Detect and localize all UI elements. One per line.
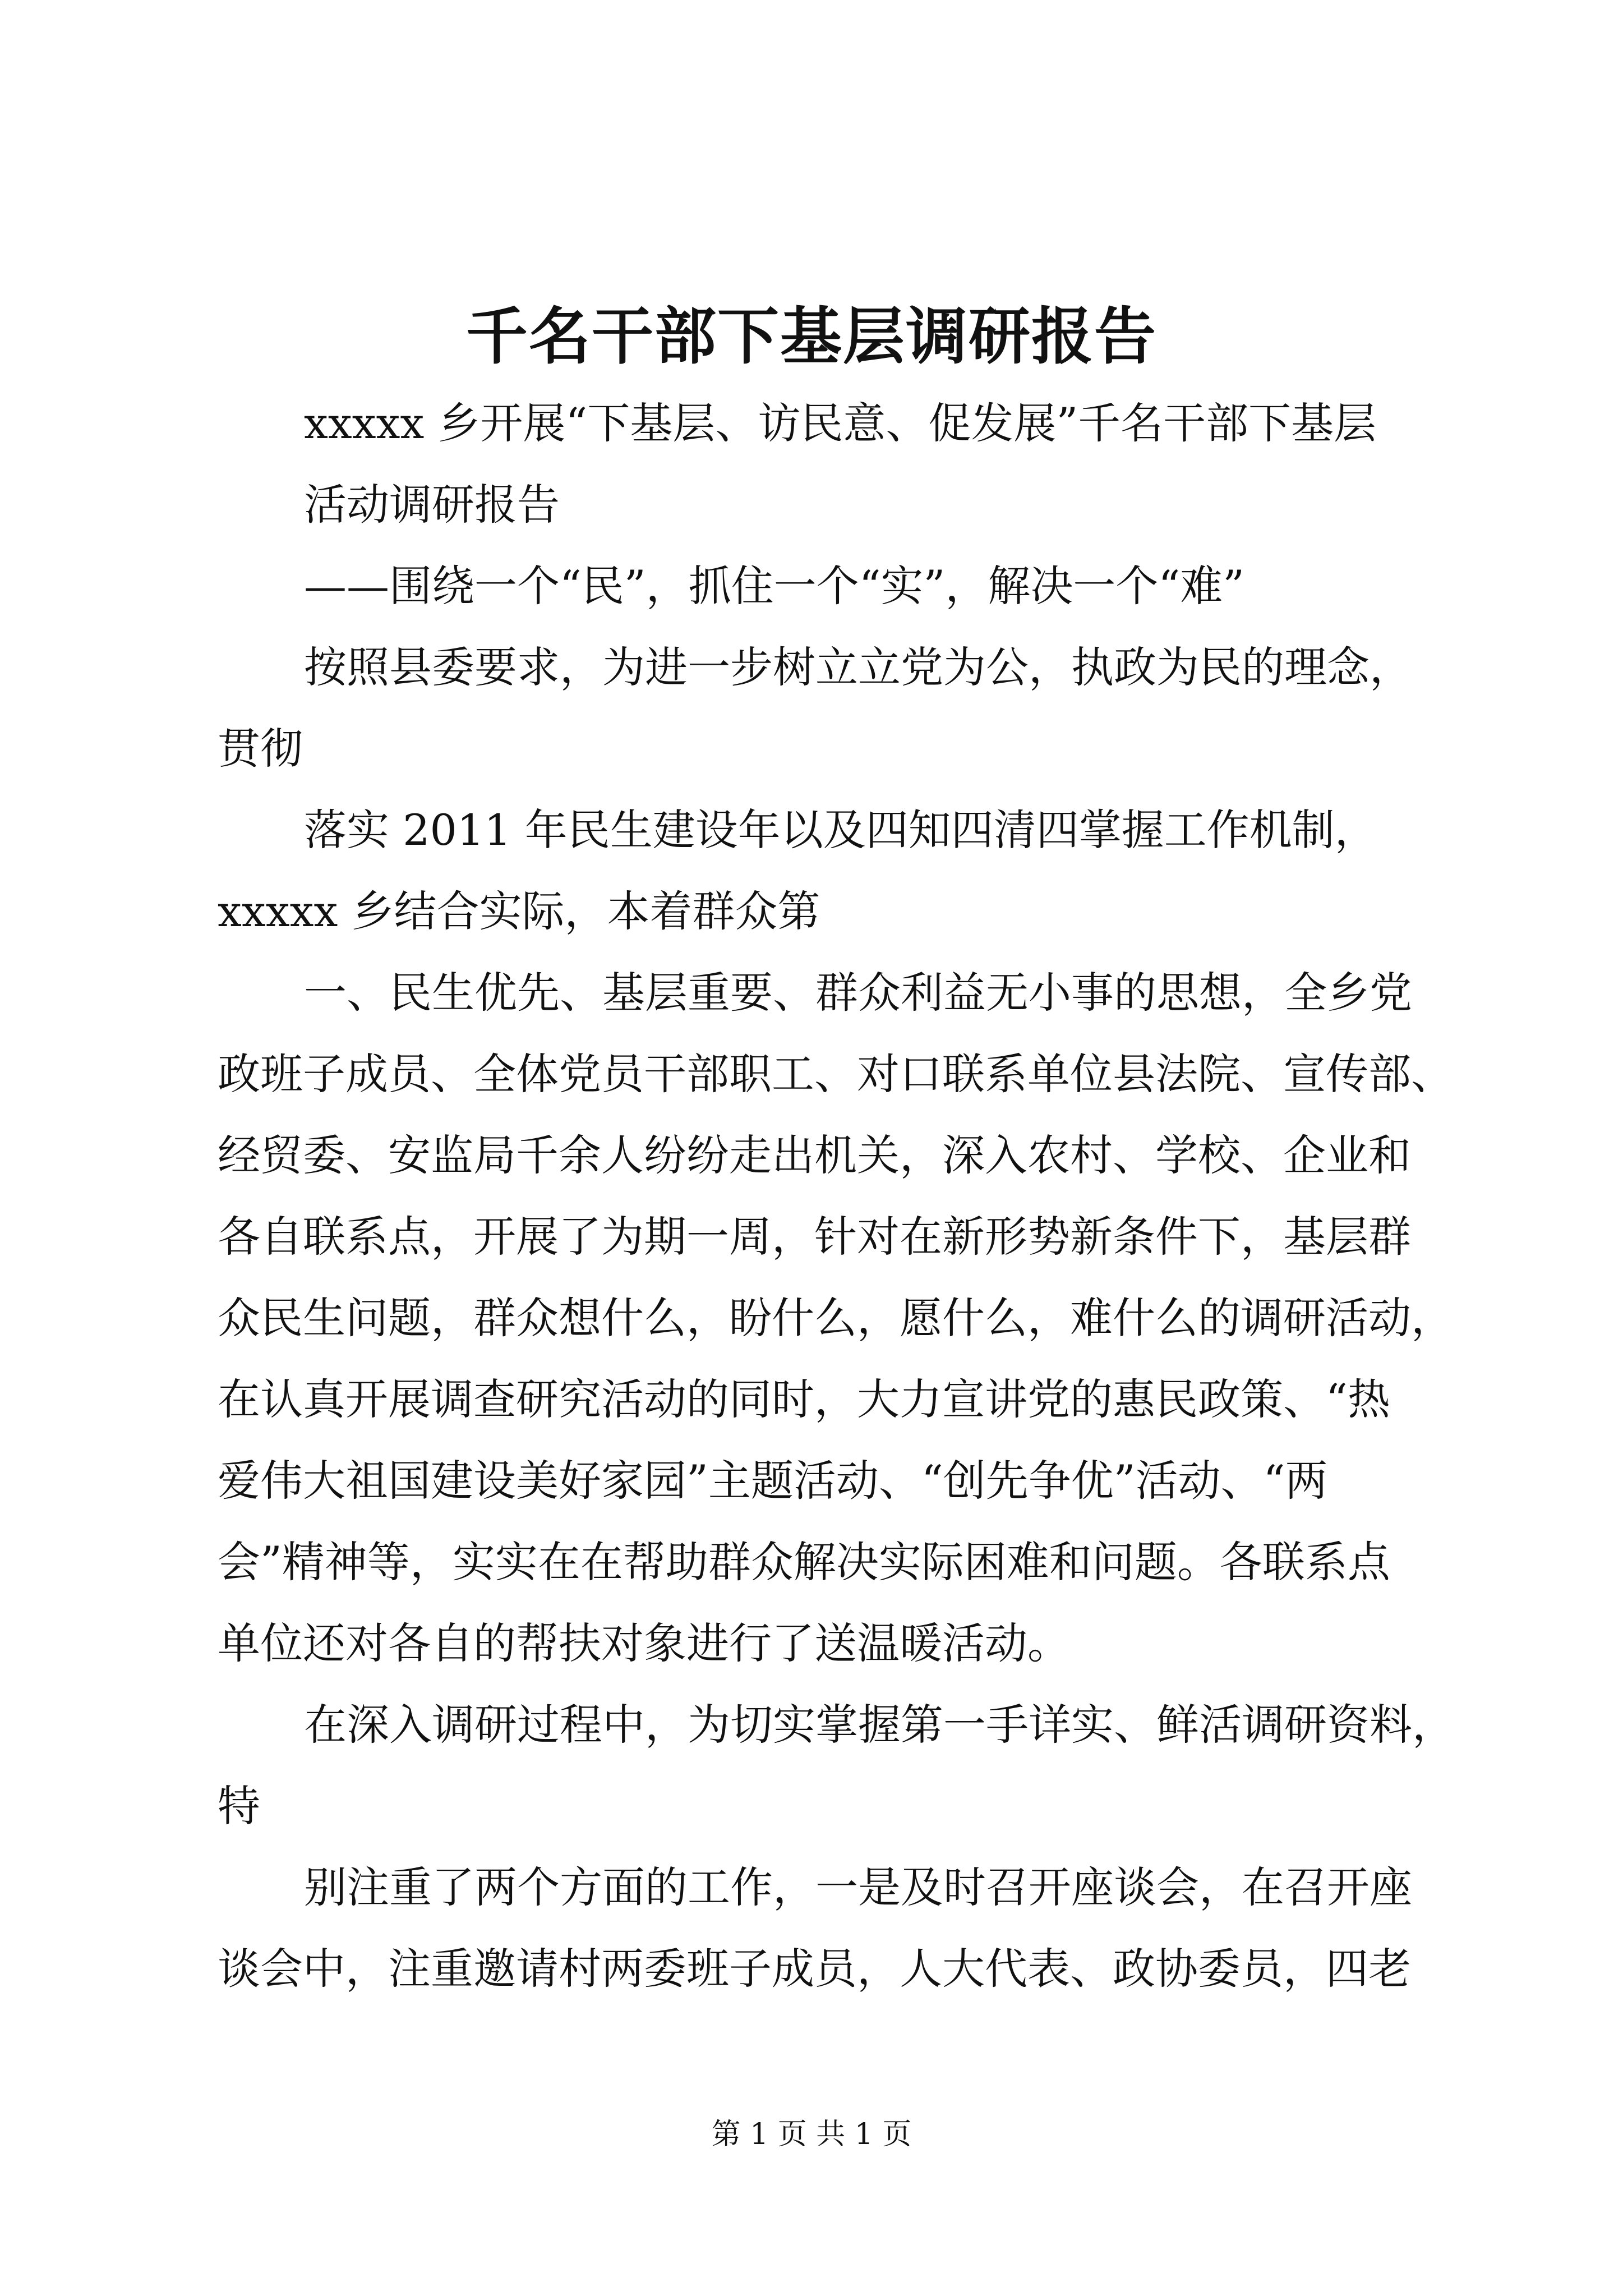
paragraph-line: 各自联系点，开展了为期一周，针对在新形势新条件下，基层群 xyxy=(218,1212,1411,1262)
paragraph-line: 经贸委、安监局千余人纷纷走出机关，深入农村、学校、企业和 xyxy=(218,1130,1411,1180)
subtitle-line-2: 活动调研报告 xyxy=(304,480,560,530)
paragraph-line: xxxxx 乡结合实际，本着群众第 xyxy=(218,886,820,936)
paragraph-line: 会”精神等，实实在在帮助群众解决实际困难和问题。各联系点 xyxy=(218,1537,1390,1587)
document-title: 千名干部下基层调研报告 xyxy=(466,300,1157,372)
paragraph-line: 政班子成员、全体党员干部职工、对口联系单位县法院、宣传部、 xyxy=(218,1049,1454,1099)
paragraph-line: 众民生问题，群众想什么，盼什么，愿什么，难什么的调研活动， xyxy=(218,1293,1454,1343)
paragraph-line: 在认真开展调查研究活动的同时，大力宣讲党的惠民政策、“热 xyxy=(218,1374,1390,1424)
paragraph-line: 爱伟大祖国建设美好家园”主题活动、“创先争优”活动、“两 xyxy=(218,1456,1328,1506)
paragraph-line: 落实 2011 年民生建设年以及四知四清四掌握工作机制， xyxy=(304,805,1377,855)
page-number-footer: 第 1 页 共 1 页 xyxy=(711,2118,912,2151)
subtitle-line-1: xxxxx 乡开展“下基层、访民意、促发展”千名干部下基层 xyxy=(304,398,1377,448)
paragraph-line: 按照县委要求，为进一步树立立党为公，执政为民的理念， xyxy=(304,642,1412,692)
paragraph-line: 贯彻 xyxy=(218,724,303,774)
paragraph-line: 特 xyxy=(218,1781,260,1831)
paragraph-line: 别注重了两个方面的工作，一是及时召开座谈会，在召开座 xyxy=(304,1862,1412,1912)
tagline: ——围绕一个“民”，抓住一个“实”，解决一个“难” xyxy=(304,561,1245,611)
paragraph-line: 一、民生优先、基层重要、群众利益无小事的思想，全乡党 xyxy=(304,968,1412,1018)
paragraph-line: 单位还对各自的帮扶对象进行了送温暖活动。 xyxy=(218,1618,1070,1668)
paragraph-line: 在深入调研过程中，为切实掌握第一手详实、鲜活调研资料， xyxy=(304,1700,1455,1750)
paragraph-line: 谈会中，注重邀请村两委班子成员，人大代表、政协委员，四老 xyxy=(218,1944,1411,1994)
